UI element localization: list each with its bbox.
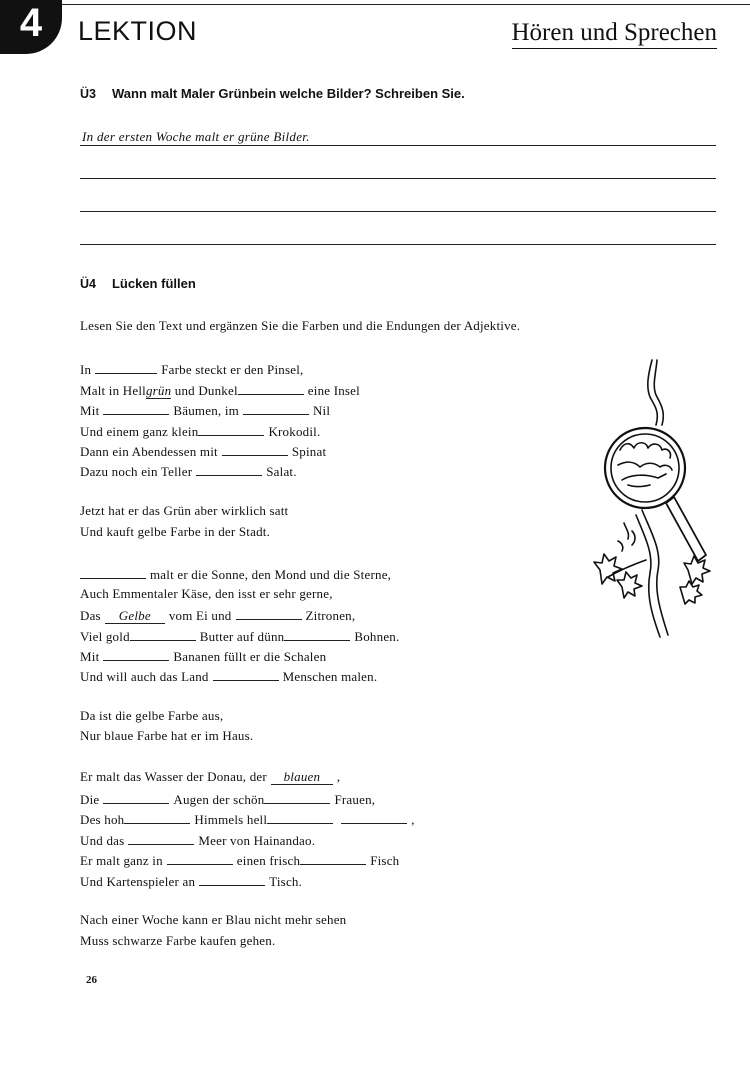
gap-field[interactable] (264, 790, 330, 804)
poem-line: Er malt ganz in einen frisch Fisch (80, 853, 400, 868)
gap-field[interactable] (238, 381, 304, 395)
gap-field[interactable] (236, 606, 302, 620)
poem-line: Das Gelbe vom Ei und Zitronen, (80, 608, 356, 623)
gap-field[interactable] (103, 647, 169, 661)
poem-line: Und das Meer von Hainandao. (80, 833, 316, 848)
ex3-title: Wann malt Maler Grünbein welche Bilder? Schreiben Sie. (111, 86, 465, 101)
poem-line: Viel gold Butter auf dünn Bohnen. (80, 629, 400, 644)
gap-field[interactable] (284, 627, 350, 641)
poem-line: In Farbe steckt er den Pinsel, (80, 362, 304, 377)
gap-field[interactable] (198, 422, 264, 436)
poem-line: Auch Emmentaler Käse, den isst er sehr gerne, (80, 586, 333, 601)
header-rule (60, 4, 750, 5)
ex4-instruction: Lesen Sie den Text und ergänzen Sie die Farben und die Endungen der Adjektive. (80, 318, 521, 333)
magnifying-glass-illustration (580, 355, 720, 640)
ex4-heading (80, 275, 196, 293)
ex3-heading (80, 85, 465, 103)
poem-line: Malt in Hellgrün und Dunkel eine Insel (80, 383, 360, 398)
filled-answer: blauen (271, 770, 333, 785)
ex4-title: Lücken füllen (111, 276, 196, 291)
poem-line: Mit Bäumen, im Nil (80, 403, 331, 418)
gap-field[interactable] (300, 851, 366, 865)
ex4-number: Ü4 (80, 277, 96, 291)
gap-field[interactable] (267, 810, 333, 824)
gap-field[interactable] (199, 872, 265, 886)
ex3-sample-answer: In der ersten Woche malt er grüne Bilder. (82, 129, 310, 144)
answer-line-2[interactable] (80, 178, 716, 179)
gap-field[interactable] (213, 667, 279, 681)
poem-line: Nur blaue Farbe hat er im Haus. (80, 728, 254, 743)
poem-line: Nach einer Woche kann er Blau nicht mehr sehen (80, 912, 347, 927)
gap-field[interactable] (80, 565, 146, 579)
poem-line: Des hoh Himmels hell , (80, 812, 415, 827)
answer-line-4[interactable] (80, 244, 716, 245)
poem-line: malt er die Sonne, den Mond und die Sterne, (80, 565, 391, 583)
gap-field[interactable] (128, 831, 194, 845)
gap-field[interactable] (130, 627, 196, 641)
filled-answer: grün (145, 383, 172, 398)
ex3-number: Ü3 (80, 87, 96, 101)
poem-line: Und Kartenspieler an Tisch. (80, 874, 303, 889)
gap-field[interactable] (103, 401, 169, 415)
gap-field[interactable] (167, 851, 233, 865)
gap-field[interactable] (196, 462, 262, 476)
poem-line: Dazu noch ein Teller Salat. (80, 464, 297, 479)
poem-line: Muss schwarze Farbe kaufen gehen. (80, 933, 276, 948)
gap-field[interactable] (341, 810, 407, 824)
poem-line: Dann ein Abendessen mit Spinat (80, 444, 327, 459)
poem-line: Und einem ganz klein Krokodil. (80, 424, 321, 439)
gap-field[interactable] (124, 810, 190, 824)
poem-line: Die Augen der schön Frauen, (80, 792, 376, 807)
answer-line-1[interactable] (80, 145, 716, 146)
poem-line: Und will auch das Land Menschen malen. (80, 669, 378, 684)
answer-line-3[interactable] (80, 211, 716, 212)
gap-field[interactable] (222, 442, 288, 456)
gap-field[interactable] (103, 790, 169, 804)
poem-line: Da ist die gelbe Farbe aus, (80, 708, 224, 723)
poem-line: Und kauft gelbe Farbe in der Stadt. (80, 524, 271, 539)
page-number: 26 (86, 974, 97, 986)
poem-line: Jetzt hat er das Grün aber wirklich satt (80, 503, 289, 518)
section-title: Hören und Sprechen (512, 19, 718, 49)
filled-answer: Gelbe (105, 609, 165, 624)
lesson-label: LEKTION (78, 16, 198, 46)
lesson-number-badge: 4 (0, 0, 62, 54)
poem-line: Mit Bananen füllt er die Schalen (80, 649, 327, 664)
gap-field[interactable] (243, 401, 309, 415)
gap-field[interactable] (95, 360, 157, 374)
poem-line: Er malt das Wasser der Donau, der blauen , (80, 769, 341, 784)
